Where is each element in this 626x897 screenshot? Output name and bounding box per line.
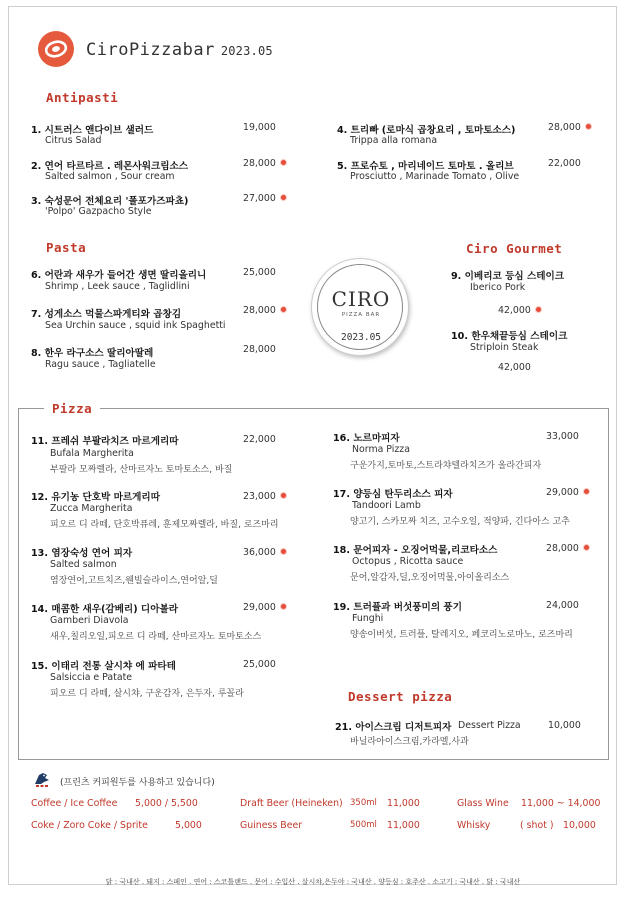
drink-price: 5,000 / 5,500	[135, 798, 198, 809]
drink-size: 500ml	[350, 820, 377, 830]
item-english: Sea Urchin sauce , squid ink Spaghetti	[45, 320, 226, 331]
item-name: 2. 연어 타르타르 . 레몬사워크림소스	[31, 161, 189, 172]
drink-size: ( shot )	[520, 820, 554, 831]
item-name: 12. 유기농 단호박 마르게리따	[31, 492, 160, 503]
section-pizza: Pizza	[44, 401, 100, 416]
item-english: Striploin Steak	[470, 342, 539, 353]
item-ingredients: 바닐라아이스크림,카라멜,사과	[350, 737, 469, 747]
drink-price: 11,000	[387, 798, 420, 809]
item-english: Norma Pizza	[352, 444, 410, 455]
item-price: 33,000	[546, 431, 579, 442]
item-english: Tandoori Lamb	[352, 500, 421, 511]
section-antipasti: Antipasti	[46, 90, 119, 105]
item-ingredients: 염장연어,고트치즈,웬빌슬라이스,연어알,딜	[50, 576, 218, 586]
item-price: 28,000	[546, 543, 590, 554]
drink-price: 10,000	[563, 820, 596, 831]
drink-name: Coke / Zoro Coke / Sprite	[31, 820, 148, 831]
item-english: Citrus Salad	[45, 135, 102, 146]
item-english: Trippa alla romana	[350, 135, 438, 146]
item-ingredients: 양송이버섯, 트러플, 탈레지오, 페코리노로마노, 로즈마리	[350, 630, 573, 640]
brand-title: CiroPizzabar 2023.05	[86, 40, 273, 60]
item-price: 36,000	[243, 547, 287, 558]
badge-year: 2023.05	[340, 332, 382, 343]
logo-icon	[37, 30, 75, 68]
ciro-badge	[311, 258, 409, 356]
origin-footer: 닭 : 국내산 . 돼지 : 스페인 . 연어 : 스코틀랜드 . 문어 : 수입산 . 살시챠,은두야 : 국내산 . 양등심 : 호주산 . 소고기 : 국내산 . 닭 : 국내산	[105, 878, 521, 886]
recommend-dot-icon	[583, 488, 590, 495]
item-price: 22,000	[243, 434, 276, 445]
item-name: 19. 트러플과 버섯풍미의 풍기	[333, 602, 462, 613]
item-price: 19,000	[243, 122, 276, 133]
item-ingredients: 부팔라 모짜렐라, 산마르자노 토마토소스, 바질	[50, 465, 233, 475]
brand-year: 2023.05	[220, 44, 273, 58]
item-name: 1. 시트러스 앤다이브 샐러드	[31, 125, 154, 136]
item-price: 29,000	[243, 602, 287, 613]
item-name: 10. 한우채끝등심 스테이크	[451, 331, 568, 342]
badge-sub: PIZZA BAR	[341, 312, 381, 318]
item-price: 28,000	[243, 158, 287, 169]
item-price: 42,000	[498, 305, 542, 316]
item-price: 22,000	[548, 158, 581, 169]
item-name: 21. 아이스크림 디저트피자	[335, 722, 452, 733]
drink-price: 5,000	[175, 820, 202, 831]
drink-name: Whisky	[457, 820, 491, 831]
item-price: 29,000	[546, 487, 590, 498]
item-name: 9. 이베리코 등심 스테이크	[451, 271, 565, 282]
item-name: 15. 이태리 전통 살시챠 에 파타테	[31, 661, 176, 672]
recommend-dot-icon	[280, 306, 287, 313]
recommend-dot-icon	[280, 159, 287, 166]
item-english: Dessert Pizza	[458, 720, 521, 731]
item-price: 25,000	[243, 659, 276, 670]
drink-name: Coffee / Ice Coffee	[31, 798, 118, 809]
coffee-note: (프린츠 커피원두를 사용하고 있습니다)	[60, 778, 215, 788]
item-price: 28,000	[243, 344, 276, 355]
drink-price: 11,000	[387, 820, 420, 831]
badge-name: CIRO	[331, 287, 391, 311]
item-english: Shrimp , Leek sauce , Taglidlini	[45, 281, 190, 292]
drink-size: 350ml	[350, 798, 377, 808]
item-english: Gamberi Diavola	[50, 615, 129, 626]
item-english: Zucca Margherita	[50, 503, 133, 514]
item-english: Salted salmon , Sour cream	[45, 171, 175, 182]
recommend-dot-icon	[585, 123, 592, 130]
recommend-dot-icon	[280, 603, 287, 610]
section-pasta: Pasta	[46, 240, 87, 255]
drink-price: 11,000 ~ 14,000	[521, 798, 601, 809]
item-ingredients: 구운가지,토마토,스트라챠텔라치즈가 올라간피자	[350, 461, 542, 471]
item-english: 'Polpo' Gazpacho Style	[45, 206, 152, 217]
item-name: 11. 프레쉬 부팔라치즈 마르게리따	[31, 436, 179, 447]
item-ingredients: 새우,칠리오일,피오르 디 라떼, 산마르자노 토마토소스	[50, 632, 262, 642]
recommend-dot-icon	[535, 306, 542, 313]
item-price: 23,000	[243, 491, 287, 502]
item-name: 8. 한우 라구소스 딸리아딸레	[31, 348, 154, 359]
item-price: 28,000	[243, 305, 287, 316]
item-name: 13. 염장숙성 연어 피자	[31, 548, 133, 559]
recommend-dot-icon	[280, 194, 287, 201]
item-ingredients: 양고기, 스카모짜 치즈, 고수오일, 적양파, 긴다아스 고추	[350, 517, 570, 527]
item-price: 10,000	[548, 720, 581, 731]
item-ingredients: 문어,알감자,딜,오징어먹물,아이올리소스	[350, 573, 510, 583]
item-name: 7. 성게소스 먹물스파게티와 곱창김	[31, 309, 182, 320]
recommend-dot-icon	[583, 544, 590, 551]
item-name: 6. 어란과 새우가 들어간 생면 딸리올리니	[31, 270, 207, 281]
drink-name: Glass Wine	[457, 798, 509, 809]
item-name: 17. 양등심 탄두리소스 피자	[333, 489, 453, 500]
item-name: 3. 숙성문어 전체요리 '폴포가즈파쵸)	[31, 196, 189, 207]
drink-name: Guiness Beer	[240, 820, 303, 831]
item-english: Funghi	[352, 613, 384, 624]
item-english: Ragu sauce , Tagliatelle	[45, 359, 156, 370]
section-dessert: Dessert pizza	[348, 689, 453, 704]
item-ingredients: 피오르 디 라떼, 살시챠, 구운감자, 은두자, 루꼴라	[50, 689, 244, 699]
item-price: 42,000	[498, 362, 531, 373]
section-gourmet: Ciro Gourmet	[466, 241, 563, 256]
item-english: Bufala Margherita	[50, 448, 134, 459]
item-ingredients: 피오르 디 라떼, 단호박퓨레, 훈제모짜렐라, 바질, 로즈마리	[50, 520, 279, 530]
item-english: Salsiccia e Patate	[50, 672, 133, 683]
item-name: 4. 트리빠 (로마식 곱창요리 , 토마토소스)	[337, 125, 516, 136]
item-name: 16. 노르마피자	[333, 433, 400, 444]
item-name: 5. 프로슈토 , 마리네이드 토마토 . 올리브	[337, 161, 514, 172]
item-price: 28,000	[548, 122, 592, 133]
item-name: 18. 문어피자 - 오징어먹물,리코타소스	[333, 545, 498, 556]
bird-icon	[32, 770, 52, 788]
item-price: 25,000	[243, 267, 276, 278]
recommend-dot-icon	[280, 548, 287, 555]
recommend-dot-icon	[280, 492, 287, 499]
item-name: 14. 매콤한 새우(감베리) 디아볼라	[31, 604, 178, 615]
drink-name: Draft Beer (Heineken)	[240, 798, 343, 809]
item-english: Octopus , Ricotta sauce	[352, 556, 464, 567]
item-price: 27,000	[243, 193, 287, 204]
item-english: Salted salmon	[50, 559, 117, 570]
item-english: Prosciutto , Marinade Tomato , Olive	[350, 171, 520, 182]
item-price: 24,000	[546, 600, 579, 611]
item-english: Iberico Pork	[470, 282, 526, 293]
